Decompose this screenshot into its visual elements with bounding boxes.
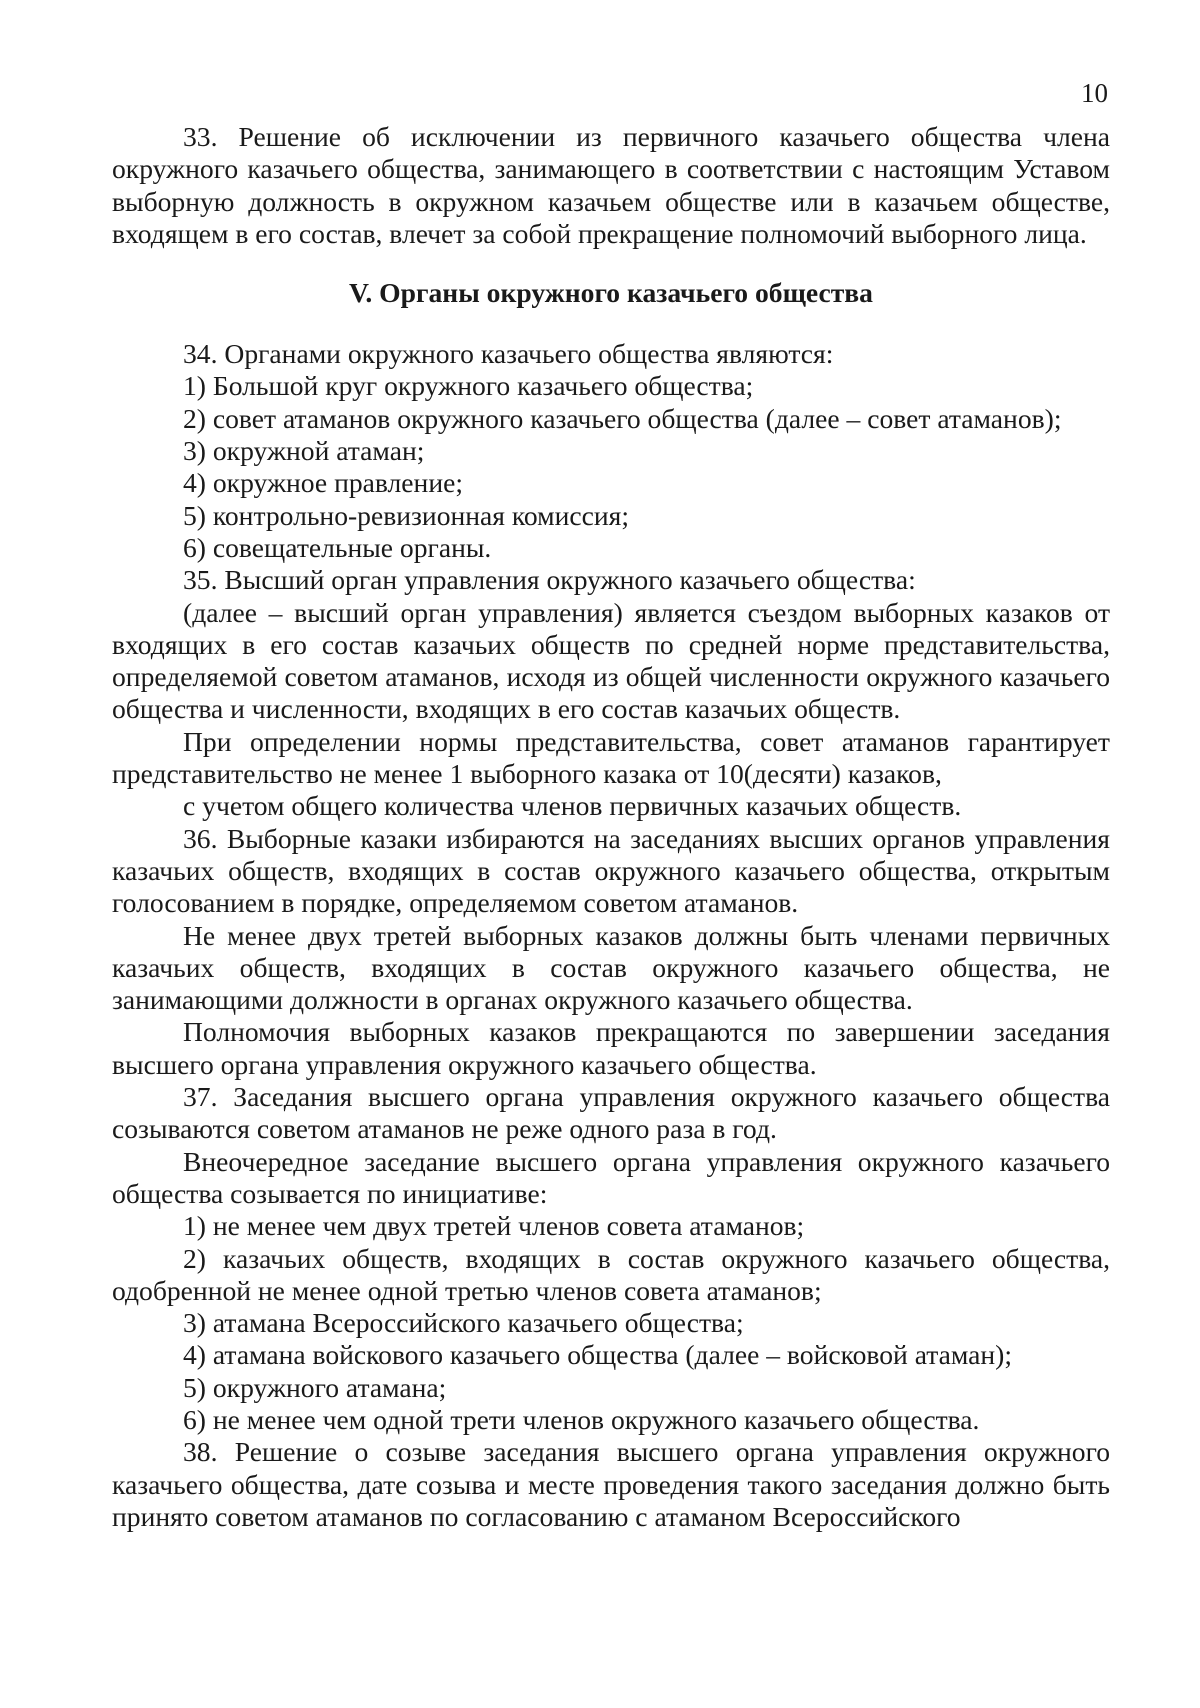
- paragraph: Полномочия выборных казаков прекращаются по завершении заседания высшего органа управления окружного казачьего общества.: [112, 1016, 1110, 1080]
- paragraph: с учетом общего количества членов первичных казачьих обществ.: [183, 790, 962, 822]
- list-item: 3) окружной атаман;: [183, 435, 425, 467]
- paragraph: Не менее двух третей выборных казаков должны быть членами первичных казачьих обществ, входящих в состав окружного казачьего общества, не занимающими должности в органах окружного казачьего общества.: [112, 919, 1110, 1016]
- paragraph: (далее – высший орган управления) является съездом выборных казаков от входящих в его состав казачьих обществ по средней норме представительства, определяемой советом атаманов, исходя из общей численности окружного казачьего общества и численности, входящих в его состав казачьих обществ.: [112, 596, 1110, 725]
- list-item: 2) казачьих обществ, входящих в состав окружного казачьего общества, одобренной не менее одной третью членов совета атаманов;: [112, 1242, 1110, 1306]
- document-body: [112, 121, 1110, 1533]
- list-item: 2) совет атаманов окружного казачьего общества (далее – совет атаманов);: [183, 402, 1062, 434]
- paragraph-36: 36. Выборные казаки избираются на заседаниях высших органов управления казачьих обществ, входящих в состав окружного казачьего общества, открытым голосованием в порядке, определяемом советом атаманов.: [112, 822, 1110, 919]
- section-heading: V. Органы окружного казачьего общества: [349, 277, 873, 309]
- list-item: 1) Большой круг окружного казачьего общества;: [183, 370, 754, 402]
- paragraph-38: 38. Решение о созыве заседания высшего органа управления окружного казачьего общества, дате созыва и месте проведения такого заседания должно быть принято советом атаманов по согласованию с атаманом Всероссийского: [112, 1436, 1110, 1532]
- paragraph-33: 33. Решение об исключении из первичного казачьего общества члена окружного казачьего общества, занимающего в соответствии с настоящим Уставом выборную должность в окружном казачьем обществе или в казачьем обществе, входящем в его состав, влечет за собой прекращение полномочий выборного лица.: [112, 121, 1110, 249]
- list-item: 4) окружное правление;: [183, 467, 464, 499]
- list-item: 6) совещательные органы.: [183, 531, 492, 563]
- paragraph: Внеочередное заседание высшего органа управления окружного казачьего общества созывается по инициативе:: [112, 1145, 1110, 1209]
- page-number: 10: [1081, 78, 1108, 108]
- paragraph-34: 34. Органами окружного казачьего общества являются:: [183, 338, 834, 370]
- list-item: 5) окружного атамана;: [183, 1371, 447, 1403]
- list-item: 6) не менее чем одной трети членов окружного казачьего общества.: [183, 1403, 980, 1435]
- list-item: 1) не менее чем двух третей членов совета атаманов;: [183, 1210, 805, 1242]
- list-item: 4) атамана войскового казачьего общества (далее – войсковой атаман);: [183, 1339, 1013, 1371]
- paragraph: При определении нормы представительства, совет атаманов гарантирует представительство не менее 1 выборного казака от 10(десяти) казаков,: [112, 725, 1110, 790]
- paragraph-37: 37. Заседания высшего органа управления окружного казачьего общества созываются советом атаманов не реже одного раза в год.: [112, 1081, 1110, 1145]
- paragraph-35: 35. Высший орган управления окружного казачьего общества:: [183, 564, 916, 596]
- list-item: 5) контрольно-ревизионная комиссия;: [183, 499, 629, 531]
- list-item: 3) атамана Всероссийского казачьего общества;: [183, 1307, 744, 1339]
